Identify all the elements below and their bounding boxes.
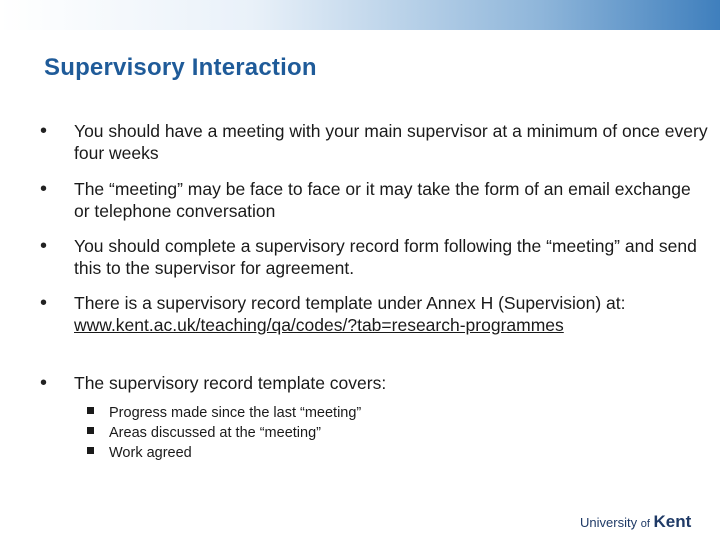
bullet-dot-icon: • (40, 235, 48, 257)
bullet-item (40, 292, 626, 336)
bullet-item (40, 178, 710, 222)
sub-item-text: Areas discussed at the “meeting” (109, 425, 321, 441)
square-bullet-icon (87, 407, 94, 414)
bullet-item (40, 120, 710, 164)
bullet-text: The supervisory record template covers: (74, 373, 387, 393)
bullet-dot-icon: • (40, 372, 48, 394)
logo-kent-text: Kent (653, 512, 692, 531)
sub-list-item (87, 404, 361, 424)
bullet-item (40, 372, 386, 394)
bullet-dot-icon: • (40, 292, 48, 314)
square-bullet-icon (87, 427, 94, 434)
logo-university-text: University (580, 515, 638, 530)
sub-list-item (87, 444, 361, 464)
sub-item-text: Work agreed (109, 445, 192, 461)
slide-title: Supervisory Interaction (44, 54, 317, 81)
sub-list-item (87, 424, 361, 444)
logo-of-text: of (640, 518, 650, 530)
bullet-text: The “meeting” may be face to face or it may take the form of an email exchange or telephone conversation (74, 179, 691, 221)
header-gradient-bar (0, 0, 720, 30)
bullet-text: You should complete a supervisory record form following the “meeting” and send this to the supervisor for agreement. (74, 236, 697, 278)
bullet-item (40, 235, 710, 279)
university-logo (580, 512, 691, 532)
bullet-text: You should have a meeting with your main supervisor at a minimum of once every four weeks (74, 121, 708, 163)
research-programmes-link[interactable]: www.kent.ac.uk/teaching/qa/codes/?tab=research-programmes (74, 315, 564, 335)
sub-bullet-list (87, 404, 361, 464)
sub-item-text: Progress made since the last “meeting” (109, 405, 362, 421)
square-bullet-icon (87, 447, 94, 454)
bullet-text: There is a supervisory record template under Annex H (Supervision) at: (74, 293, 626, 313)
bullet-dot-icon: • (40, 178, 48, 200)
bullet-dot-icon: • (40, 120, 48, 142)
